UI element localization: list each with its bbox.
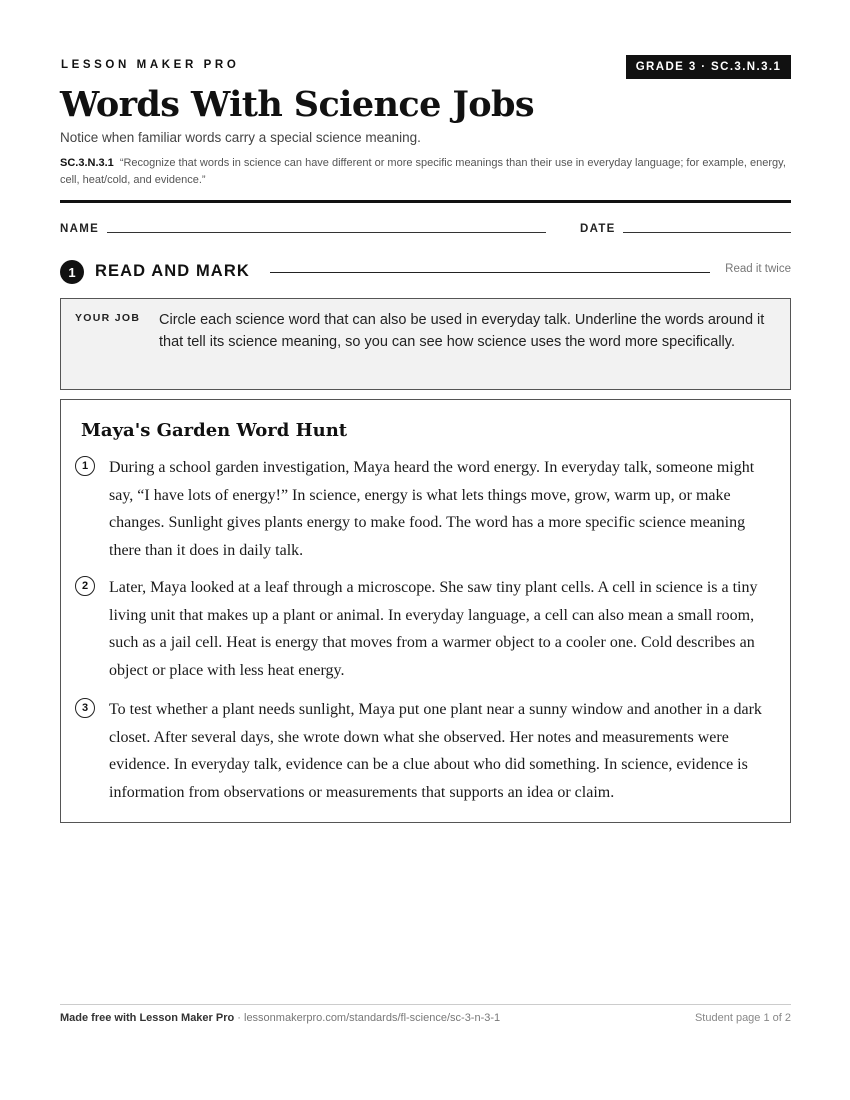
standard-text: “Recognize that words in science can have different or more specific meanings than their use in everyday language; for example, energy, cell, heat/cold, and evidence.” [60,157,786,186]
grade-badge: GRADE 3 · SC.3.N.3.1 [626,55,791,79]
passage-title: Maya's Garden Word Hunt [81,420,348,441]
reading-passage [60,399,791,823]
paragraph-number-badge: 1 [75,456,95,476]
footer-url[interactable]: lessonmakerpro.com/standards/fl-science/sc-3-n-3-1 [244,1012,501,1024]
task-label: YOUR JOB [75,312,141,324]
page-indicator: Student page 1 of 2 [694,1012,791,1024]
page-subtitle: Notice when familiar words carry a special science meaning. [60,130,421,145]
section-divider [270,272,710,273]
passage-paragraph [75,574,775,684]
brand-name: LESSON MAKER PRO [61,59,240,71]
header-divider [60,200,791,203]
footer-separator: · [234,1012,244,1024]
passage-paragraph [75,696,775,806]
paragraph-text: Later, Maya looked at a leaf through a microscope. She saw tiny plant cells. A cell in science is a tiny living unit that makes up a plant or animal. In everyday language, a cell can also mean a small room, such as a jail cell. Heat is energy that moves from a warmer object to a cooler one. Cold describes an object or place with less heat energy. [109,579,758,679]
task-instructions: Circle each science word that can also be used in everyday talk. Underline the words around it that tell its science meaning, so you can see how science uses the word more specifically. [159,312,765,350]
date-label: DATE [580,223,616,235]
name-field-line[interactable] [107,232,546,233]
section-number-badge: 1 [60,260,84,284]
section-note: Read it twice [725,263,791,275]
standard-code: SC.3.N.3.1 [60,157,114,169]
page-title: Words With Science Jobs [60,84,535,125]
paragraph-number-badge: 3 [75,698,95,718]
paragraph-text: During a school garden investigation, Maya heard the word energy. In everyday talk, someone might say, “I have lots of energy!” In science, energy is what lets things move, grow, warm up, or make changes. Sunlight gives plants energy to make food. The word has a more specific science meaning there than it does in daily talk. [109,459,755,559]
footer-made-with: Made free with Lesson Maker Pro [60,1012,235,1024]
date-field-line[interactable] [623,232,791,233]
section-title: READ AND MARK [95,262,250,280]
standard-statement [60,155,790,189]
paragraph-number-badge: 2 [75,576,95,596]
footer-divider [60,1004,791,1005]
paragraph-text: To test whether a plant needs sunlight, Maya put one plant near a sunny window and another in a dark closet. After several days, she wrote down what she observed. Her notes and measurements were evidence. In everyday talk, evidence can be a clue about who did something. In science, evidence is information from observations or measurements that supports an idea or claim. [109,701,762,801]
footer-credit [60,1012,500,1024]
passage-paragraph [75,454,775,564]
task-box [60,298,791,390]
name-label: NAME [60,223,100,235]
